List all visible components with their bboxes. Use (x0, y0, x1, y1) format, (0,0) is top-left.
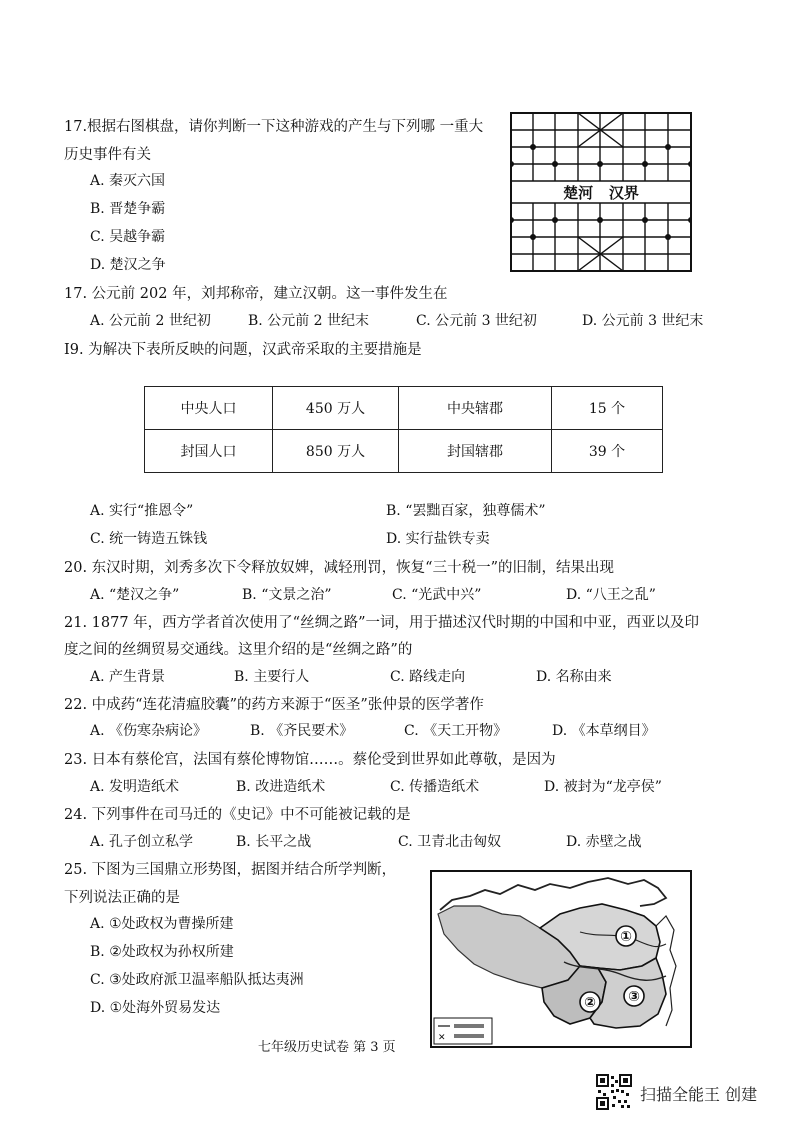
legend-x-icon: ✕ (438, 1033, 446, 1043)
q23-option-c: C. 传播造纸术 (390, 779, 480, 795)
qr-code-icon (596, 1074, 632, 1110)
table-row (145, 430, 663, 473)
q23-stem: 23. 日本有蔡伦宫，法国有蔡伦博物馆……。蔡伦受到世界如此尊敬，是因为 (64, 752, 556, 768)
q22-option-c: C. 《天工开物》 (404, 723, 508, 739)
table-cell: 中央人口 (145, 387, 273, 430)
q17a-option-a: A. 秦灭六国 (90, 173, 166, 189)
q17a-option-d: D. 楚汉之争 (90, 257, 166, 273)
q21-stem-line2: 度之间的丝绸贸易交通线。这里介绍的是“丝绸之路”的 (64, 642, 413, 658)
q25-option-a: A. ①处政权为曹操所建 (90, 916, 234, 932)
map-marker-1: ① (620, 929, 632, 945)
table-cell: 中央辖郡 (399, 387, 552, 430)
q17b-option-d: D. 公元前 3 世纪末 (582, 313, 704, 329)
q21-option-c: C. 路线走向 (390, 669, 466, 685)
table-cell: 15 个 (552, 387, 663, 430)
q22-option-b: B. 《齐民要术》 (250, 723, 354, 739)
three-kingdoms-map (430, 870, 692, 1048)
q21-option-b: B. 主要行人 (234, 669, 310, 685)
q17b-stem: 17. 公元前 202 年，刘邦称帝，建立汉朝。这一事件发生在 (64, 286, 448, 302)
q23-option-a: A. 发明造纸术 (90, 779, 180, 795)
q22-option-d: D. 《本草纲目》 (552, 723, 656, 739)
q19-stem: I9. 为解决下表所反映的问题，汉武帝采取的主要措施是 (64, 342, 422, 358)
q25-stem-line1: 25. 下图为三国鼎立形势图，据图并结合所学判断， (64, 862, 397, 878)
q17a-option-c: C. 吴越争霸 (90, 229, 166, 245)
q25-option-d: D. ①处海外贸易发达 (90, 1000, 221, 1016)
q19-option-b: B. “罢黜百家，独尊儒术” (386, 503, 546, 519)
q20-option-c: C. “光武中兴” (392, 587, 482, 603)
q19-option-c: C. 统一铸造五铢钱 (90, 531, 208, 547)
q20-option-d: D. “八王之乱” (566, 587, 656, 603)
chessboard-figure (510, 112, 692, 272)
map-marker-2: ② (584, 995, 596, 1011)
q21-stem-line1: 21. 1877 年，西方学者首次使用了“丝绸之路”一词，用于描述汉代时期的中国和中亚，西亚以及印 (64, 615, 700, 631)
table-row (145, 387, 663, 430)
q23-option-b: B. 改进造纸术 (236, 779, 326, 795)
population-table (144, 386, 663, 473)
q20-stem: 20. 东汉时期，刘秀多次下令释放奴婢，减轻刑罚，恢复“三十税一”的旧制，结果出现 (64, 560, 614, 576)
map-marker-3: ③ (628, 989, 640, 1005)
q21-option-d: D. 名称由来 (536, 669, 612, 685)
q17b-option-b: B. 公元前 2 世纪末 (248, 313, 369, 329)
table-cell: 39 个 (552, 430, 663, 473)
scanner-watermark-text: 扫描全能王 创建 (640, 1085, 758, 1104)
q19-option-d: D. 实行盐铁专卖 (386, 531, 490, 547)
table-cell: 封国人口 (145, 430, 273, 473)
q17a-stem-line1: 17.根据右图棋盘，请你判断一下这种游戏的产生与下列哪 一重大 (64, 119, 484, 135)
q24-option-a: A. 孔子创立私学 (90, 834, 194, 850)
q24-option-d: D. 赤壁之战 (566, 834, 642, 850)
q17a-stem-line2: 历史事件有关 (64, 147, 151, 163)
river-label: 楚河 汉界 (563, 184, 639, 202)
q21-option-a: A. 产生背景 (90, 669, 166, 685)
q25-option-b: B. ②处政权为孙权所建 (90, 944, 234, 960)
q17a-option-b: B. 晋楚争霸 (90, 201, 166, 217)
q24-option-b: B. 长平之战 (236, 834, 312, 850)
q24-stem: 24. 下列事件在司马迁的《史记》中不可能被记载的是 (64, 807, 411, 823)
table-cell: 封国辖郡 (399, 430, 552, 473)
q17b-option-a: A. 公元前 2 世纪初 (90, 313, 211, 329)
table-cell: 850 万人 (273, 430, 399, 473)
q20-option-a: A. “楚汉之争” (90, 587, 180, 603)
q20-option-b: B. “文景之治” (242, 587, 332, 603)
q25-option-c: C. ③处政府派卫温率船队抵达夷洲 (90, 972, 304, 988)
page-footer: 七年级历史试卷 第 3 页 (258, 1040, 396, 1055)
q25-stem-line2: 下列说法正确的是 (64, 890, 180, 906)
q22-option-a: A. 《伤寒杂病论》 (90, 723, 208, 739)
q23-option-d: D. 被封为“龙亭侯” (544, 779, 662, 795)
q19-option-a: A. 实行“推恩令” (90, 503, 194, 519)
q24-option-c: C. 卫青北击匈奴 (398, 834, 502, 850)
q22-stem: 22. 中成药“连花清瘟胶囊”的药方来源于“医圣”张仲景的医学著作 (64, 697, 484, 713)
table-cell: 450 万人 (273, 387, 399, 430)
q17b-option-c: C. 公元前 3 世纪初 (416, 313, 537, 329)
